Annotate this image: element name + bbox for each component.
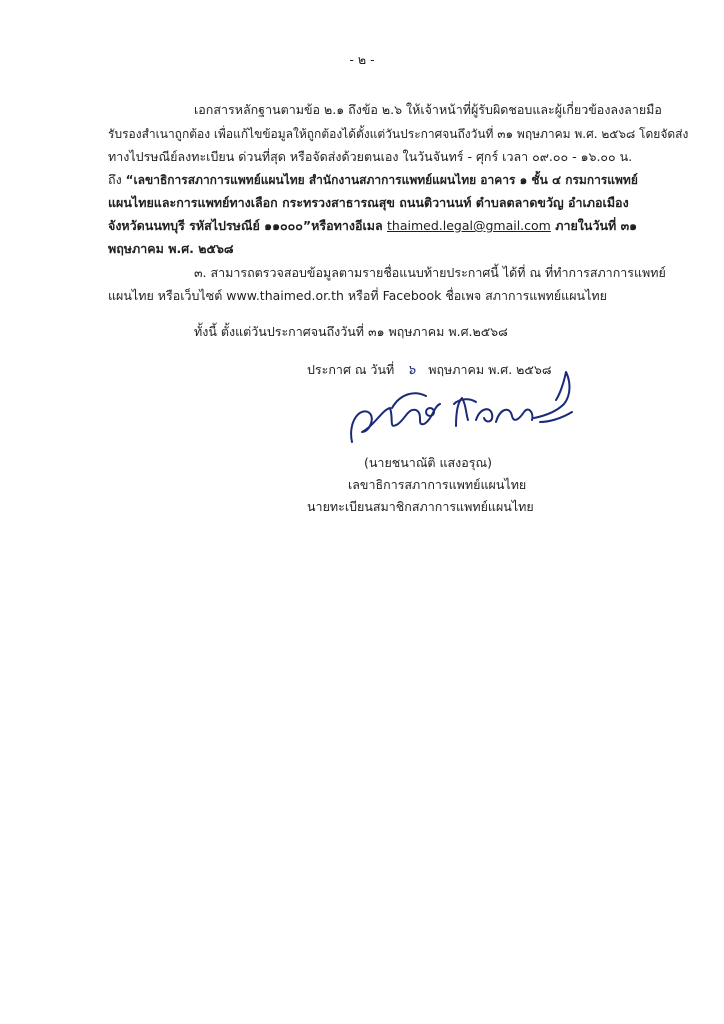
address-bold: จังหวัดนนทบุรี รหัสไปรษณีย์ ๑๑๐๐๐” [108,218,312,233]
paragraph-text: หรือทางอีเมล [311,218,387,233]
paragraph-line: รับรองสำเนาถูกต้อง เพื่อแก้ไขข้อมูลให้ถูกต้องได้ตั้งแต่วันประกาศจนถึงวันที่ ๓๑ พฤษภาคม พ.ศ. ๒๕๖๘ โดยจัดส่ง [108,127,689,141]
paragraph-line [108,170,638,190]
paragraph-line: ๓. สามารถตรวจสอบข้อมูลตามรายชื่อแนบท้ายประกาศนี้ ได้ที่ ณ ที่ทำการสภาการแพทย์ [194,265,666,280]
paragraph-line: ทางไปรษณีย์ลงทะเบียน ด่วนที่สุด หรือจัดส่งด้วยตนเอง ในวันจันทร์ - ศุกร์ เวลา ๐๙.๐๐ - ๑๖.๐๐ น. [108,149,633,164]
address-bold: “เลขาธิการสภาการแพทย์แผนไทย สำนักงานสภาการแพทย์แผนไทย อาคาร ๑ ชั้น ๔ กรมการแพทย์ [125,173,638,187]
email-link[interactable]: thaimed.legal@gmail.com [387,218,551,233]
paragraph-text: ถึง [108,172,126,187]
closing-statement: ทั้งนี้ ตั้งแต่วันประกาศจนถึงวันที่ ๓๑ พฤษภาคม พ.ศ.๒๕๖๘ [194,324,508,339]
announce-prefix: ประกาศ ณ วันที่ [307,362,395,377]
handwritten-day: ๖ [407,363,416,378]
paragraph-line: เอกสารหลักฐานตามข้อ ๒.๑ ถึงข้อ ๒.๖ ให้เจ้าหน้าที่ผู้รับผิดชอบและผู้เกี่ยวข้องลงลายมือ [194,102,662,117]
address-line: แผนไทยและการแพทย์ทางเลือก กระทรวงสาธารณสุข ถนนติวานนท์ ตำบลตลาดขวัญ อำเภอเมือง [108,195,629,210]
paragraph-line: แผนไทย หรือเว็บไซต์ www.thaimed.or.th หรือที่ Facebook ชื่อเพจ สภาการแพทย์แผนไทย [108,288,607,303]
paragraph-line: พฤษภาคม พ.ศ. ๒๕๖๘ [108,241,234,256]
paragraph-line [108,216,637,236]
signature-image [344,368,580,450]
announce-suffix: พฤษภาคม พ.ศ. ๒๕๖๘ [428,362,552,377]
signatory-title: นายทะเบียนสมาชิกสภาการแพทย์แผนไทย [307,499,534,514]
page-number: - ๒ - [349,52,375,67]
paragraph-text: ภายในวันที่ ๓๑ [550,218,638,233]
signatory-name: (นายชนาณัติ แสงอรุณ) [364,455,492,470]
signatory-title: เลขาธิการสภาการแพทย์แผนไทย [348,477,527,492]
